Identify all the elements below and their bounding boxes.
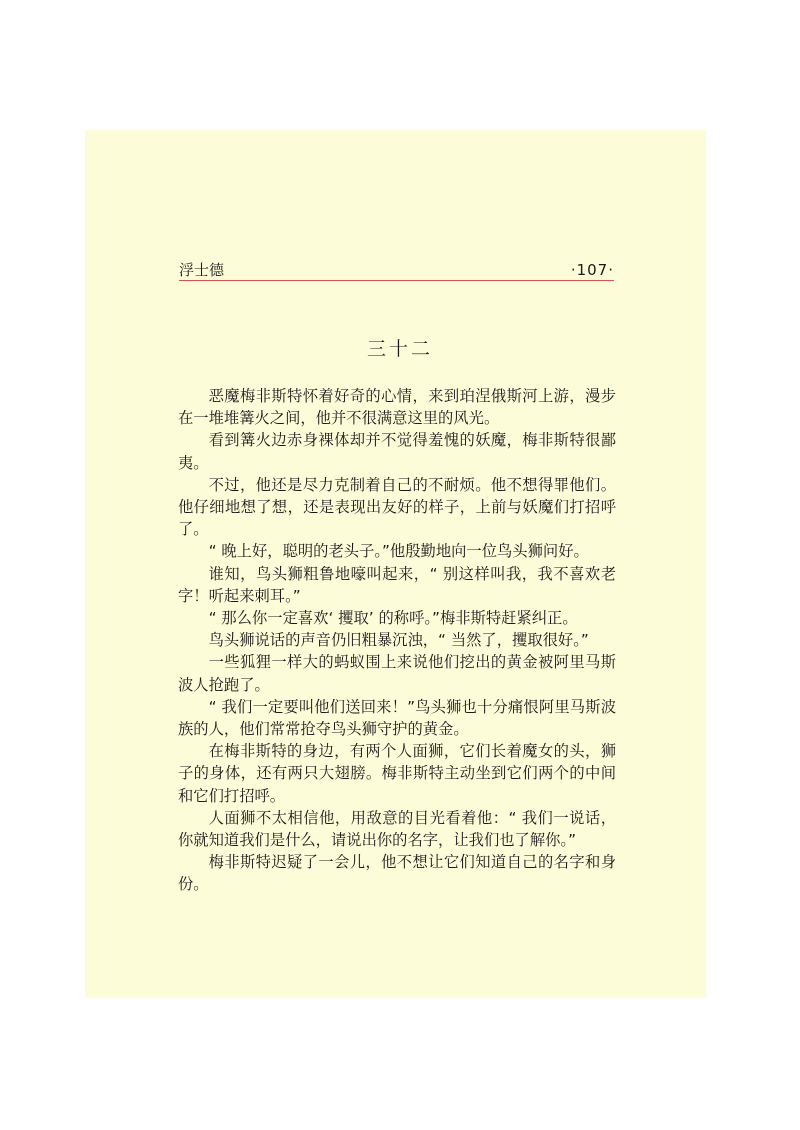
paragraph: “ 晚上好，聪明的老头子。”他殷勤地向一位鸟头狮问好。: [208, 542, 589, 561]
running-header: [179, 260, 614, 281]
paragraph: 在梅非斯特的身边，有两个人面狮，它们长着魔女的头，狮子的身体，还有两只大翅膀。梅非斯特主动坐到它们两个的中间和它们打招呼。: [178, 742, 616, 805]
book-title: 浮士德: [179, 261, 225, 279]
paragraph: 不过，他还是尽力克制着自己的不耐烦。他不想得罪他们。他仔细地想了想，还是表现出友好的样子，上前与妖魔们打招呼了。: [178, 475, 616, 539]
paragraph: 谁知，鸟头狮粗鲁地嚎叫起来，“ 别这样叫我，我不喜欢老字！听起来刺耳。”: [178, 564, 616, 605]
paragraph: 梅非斯特迟疑了一会儿，他不想让它们知道自己的名字和身份。: [178, 853, 616, 894]
paragraph: “ 我们一定要叫他们送回来！”鸟头狮也十分痛恨阿里马斯波族的人，他们常常抢夺鸟头狮守护的黄金。: [178, 697, 616, 739]
paragraph: 鸟头狮说话的声音仍旧粗暴沉浊，“ 当然了，攫取很好。”: [208, 631, 589, 650]
paragraph: 一些狐狸一样大的蚂蚁围上来说他们挖出的黄金被阿里马斯波人抢跑了。: [178, 653, 616, 694]
paragraph: 恶魔梅非斯特怀着好奇的心情，来到珀涅俄斯河上游，漫步在一堆堆篝火之间，他并不很满意这里的风光。: [178, 387, 616, 428]
chapter-title: 三十二: [366, 338, 433, 360]
page-number: ·107·: [570, 261, 614, 279]
paragraph: “ 那么你一定喜欢‘ 攫取’ 的称呼。”梅非斯特赶紧纠正。: [208, 609, 578, 628]
paragraph: 看到篝火边赤身裸体却并不觉得羞愧的妖魔，梅非斯特很鄙夷。: [178, 431, 616, 472]
body-text: [178, 385, 616, 896]
paragraph: 人面狮不太相信他，用敌意的目光看着他：“ 我们一说话，你就知道我们是什么，请说出你的名字，让我们也了解你。”: [178, 808, 616, 850]
